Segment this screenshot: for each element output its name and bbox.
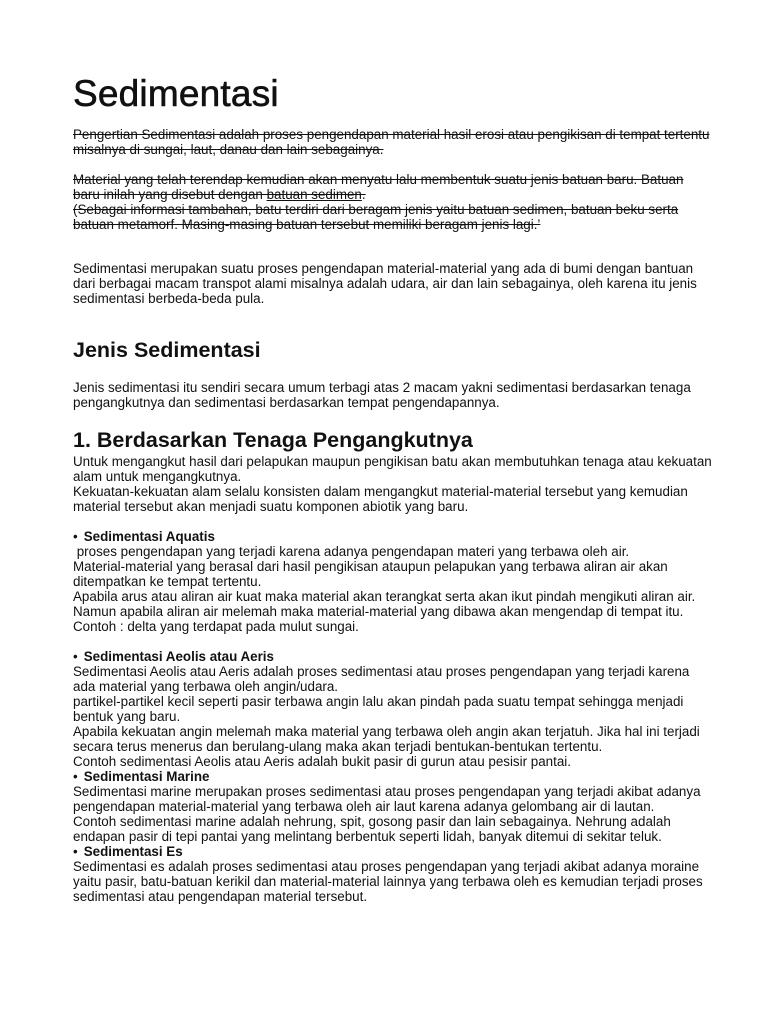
marine-line-2: Contoh sedimentasi marine adalah nehrung, spit, gosong pasir dan lain sebagainya. Nehrung adalah endapan pasir di tepi pantai yang melintang berbentuk seperti lidah, banyak ditemui di sekitar teluk. xyxy=(73,814,671,844)
bullet-aquatis-title xyxy=(73,529,713,544)
batuan-sedimen-link[interactable]: batuan sedimen xyxy=(266,187,362,202)
aquatis-line-1: proses pengendapan yang terjadi karena adanya pengendapan materi yang terbawa oleh air. xyxy=(73,544,630,559)
bullet-icon: • xyxy=(73,529,78,544)
bullet-title-text: Sedimentasi Marine xyxy=(83,769,210,784)
es-line-1: Sedimentasi es adalah proses sedimentasi atau proses pengendapan yang terjadi akibat adanya moraine yaitu pasir, batu-batuan kerikil dan material-material lainnya yang terbawa oleh es kemudian terjadi proses sedimentasi atau pengendapan material tersebut. xyxy=(73,859,703,904)
tenaga-paragraph-2: Kekuatan-kekuatan alam selalu konsisten dalam mengangkut material-material tersebut yang kemudian material tersebut akan menjadi suatu komponen abiotik yang baru. xyxy=(73,484,688,514)
struck-paragraph-definition: Pengertian Sedimentasi adalah proses pengendapan material hasil erosi atau pengikisan di tempat tertentu misalnya di sungai, laut, danau dan lain sebagainya. xyxy=(73,127,710,157)
aquatis-line-2: Material-material yang berasal dari hasil pengikisan ataupun pelapukan yang terbawa aliran air akan ditempatkan ke tempat tertentu. xyxy=(73,559,668,589)
bullet-aeolis-title xyxy=(73,649,713,664)
document-body xyxy=(73,70,713,904)
bullet-title-text: Sedimentasi Es xyxy=(83,844,183,859)
struck-paragraph-batuan xyxy=(73,172,713,232)
section-heading-tenaga: 1. Berdasarkan Tenaga Pengangkutnya xyxy=(73,428,473,452)
bullet-title-text: Sedimentasi Aquatis xyxy=(83,529,215,544)
aeolis-line-2: partikel-partikel kecil seperti pasir terbawa angin lalu akan pindah pada suatu tempat sehingga menjadi bentuk yang baru. xyxy=(73,694,684,724)
aquatis-line-3: Apabila arus atau aliran air kuat maka material akan terangkat serta akan ikut pindah mengikuti aliran air. xyxy=(73,589,696,604)
marine-line-1: Sedimentasi marine merupakan proses sedimentasi atau proses pengendapan yang terjadi akibat adanya pengendapan material-material yang terbawa oleh air laut karena adanya gelombang air di lautan. xyxy=(73,784,701,814)
aeolis-line-3: Apabila kekuatan angin melemah maka material yang terbawa oleh angin akan terjatuh. Jika hal ini terjadi secara terus menerus dan berulang-ulang maka akan terjadi bentukan-bentukan tertentu. xyxy=(73,724,700,754)
struck-text: Material yang telah terendap kemudian akan menyatu lalu membentuk suatu jenis batuan baru. Batuan baru inilah yang disebut dengan xyxy=(73,172,684,202)
tenaga-paragraph-1: Untuk mengangkut hasil dari pelapukan maupun pengikisan batu akan membutuhkan tenaga atau kekuatan alam untuk mengangkutnya. xyxy=(73,454,712,484)
intro-paragraph: Sedimentasi merupakan suatu proses pengendapan material-material yang ada di bumi dengan bantuan dari berbagai macam transpot alami misalnya adalah udara, air dan lain sebagainya, oleh karena itu jenis sedimentasi berbeda-beda pula. xyxy=(73,261,697,306)
section-heading-jenis: Jenis Sedimentasi xyxy=(73,338,261,362)
bullet-icon: • xyxy=(73,844,78,859)
aquatis-line-4: Namun apabila aliran air melemah maka material-material yang dibawa akan mengendap di tempat itu. Contoh : delta yang terdapat pada mulut sungai. xyxy=(73,604,684,634)
aeolis-line-4: Contoh sedimentasi Aeolis atau Aeris adalah bukit pasir di gurun atau pesisir pantai. xyxy=(73,754,571,769)
bullet-title-text: Sedimentasi Aeolis atau Aeris xyxy=(83,649,274,664)
bullet-marine-title xyxy=(73,769,713,784)
jenis-paragraph: Jenis sedimentasi itu sendiri secara umum terbagi atas 2 macam yakni sedimentasi berdasarkan tenaga pengangkutnya dan sedimentasi berdasarkan tempat pengendapannya. xyxy=(73,380,691,410)
page-title: Sedimentasi xyxy=(73,73,279,114)
aeolis-line-1: Sedimentasi Aeolis atau Aeris adalah proses sedimentasi atau proses pengendapan yang terjadi karena ada material yang terbawa oleh angin/udara. xyxy=(73,664,690,694)
bullet-es-title xyxy=(73,844,713,859)
bullet-icon: • xyxy=(73,649,78,664)
struck-text-end: . xyxy=(361,187,366,202)
bullet-icon: • xyxy=(73,769,78,784)
struck-text-note: (Sebagai informasi tambahan, batu terdiri dari beragam jenis yaitu batuan sedimen, batuan beku serta batuan metamorf. Masing-masing batuan tersebut memiliki beragam jenis lagi.’ xyxy=(73,202,679,232)
